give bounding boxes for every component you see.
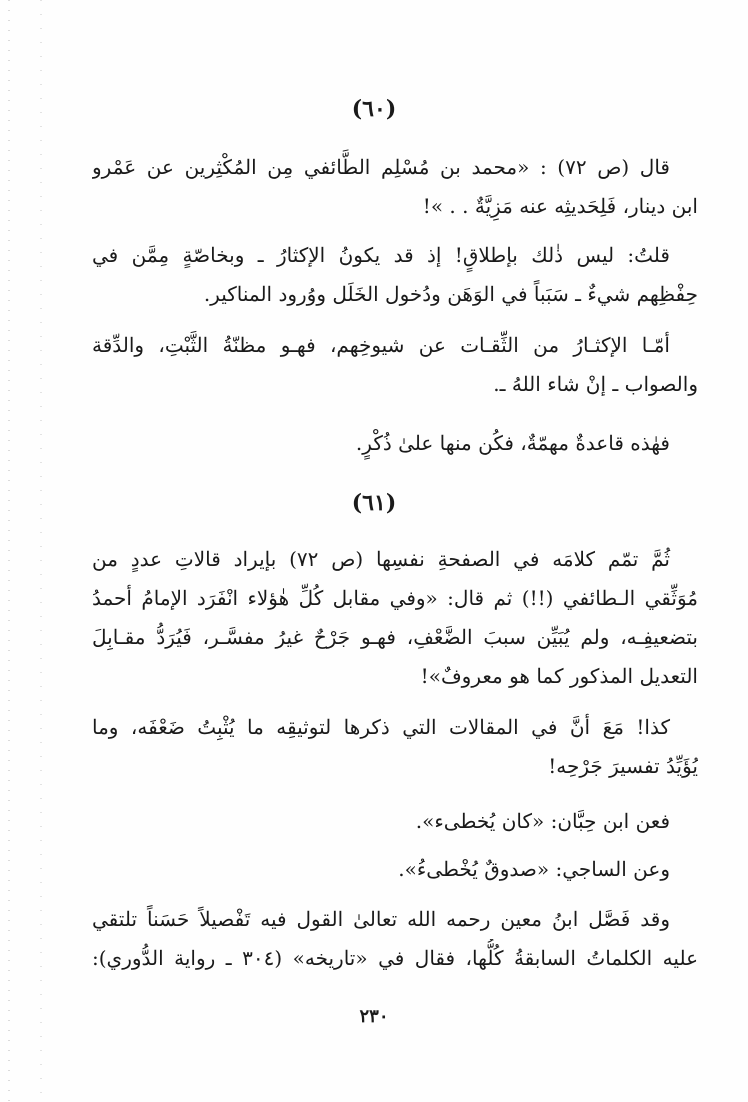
paragraph-saji: [92, 850, 698, 889]
text-line: حِفْظِهم شيءٌ ـ سَبَباً في الوَهَن ودُخول الخَلَل ووُرود المناكير.: [203, 282, 698, 306]
text-line: وقد فَصَّل ابنُ معين رحمه الله تعالىٰ القول فيه تَفْصيلاً حَسَناً تلتقي: [92, 907, 670, 931]
text-line: قال (ص ٧٢) : «محمد بن مُسْلِم الطَّائفي مِن المُكْثِرين عن عَمْرو: [92, 155, 670, 179]
paragraph-kadha: [92, 708, 698, 786]
text-line: فعن ابن حِبَّان: «كان يُخطىء».: [415, 809, 670, 833]
paragraph-author-reply: [92, 236, 698, 314]
text-line: قلتُ: ليس ذٰلك بإطلاقٍ! إذ قد يكونُ الإكثارُ ـ وبخاصّةٍ مِمَّن في: [92, 243, 670, 267]
text-line: بتضعيفِـه، ولم يُبَيِّن سببَ الضَّعْفِ، فهـو جَرْحٌ غيرُ مفسَّـر، فَيُرَدُّ مقـابِلَ: [92, 625, 698, 649]
paragraph-ikthar: [92, 326, 698, 404]
text-line: أمّـا الإكثـارُ من الثِّقـات عن شيوخِهم، فهـو مظنّةُ الثَّبْتِ، والدِّقة: [92, 333, 670, 357]
paragraph-tawthiq: [92, 540, 698, 696]
scan-margin-dots-left: [8, 0, 10, 1102]
text-line: يُؤَيِّدُ تفسيرَ جَرْحِه!: [548, 754, 698, 778]
section-heading-61: (٦١): [351, 490, 397, 516]
text-line: والصواب ـ إنْ شاء اللهُ ـ.: [493, 372, 698, 396]
text-line: كذا! مَعَ أنَّ في المقالات التي ذكرها لتوثيقِه ما يُثْبِتُ ضَعْفَه، وما: [92, 715, 670, 739]
text-line: عليه الكلماتُ السابقةُ كُلُّها، فقال في «تاريخه» (٣٠٤ ـ رواية الدُّوري):: [92, 946, 698, 970]
text-line: فهٰذه قاعدةٌ مهمّةٌ، فكُن منها علىٰ ذُكْرٍ.: [355, 431, 670, 455]
text-line: التعديل المذكور كما هو معروفٌ»!: [420, 664, 698, 688]
paragraph-quote-ibn-muslim: [92, 148, 698, 226]
paragraph-ibn-hibban: [92, 802, 698, 841]
text-line: ثُمَّ تمّم كلامَه في الصفحةِ نفسِها (ص ٧٢) بإيراد قالاتِ عددٍ من: [92, 547, 670, 571]
text-line: ابن دينار، فَلِحَديثِه عنه مَزِيَّةٌ . . »!: [422, 194, 698, 218]
text-line: وعن الساجي: «صدوقٌ يُخْطىءُ».: [398, 857, 670, 881]
text-line: مُوَثِّقي الـطائفي (!!) ثم قال: «وفي مقابل كُلِّ هٰؤلاء انْفَرَد الإمامُ أحمدُ: [92, 586, 698, 610]
scan-margin-dots-inner: [40, 0, 42, 1102]
section-heading-60: (٦٠): [351, 96, 397, 122]
paragraph-ibn-main: [92, 900, 698, 978]
page-number: ٢٣٠: [359, 1006, 389, 1027]
paragraph-rule: [92, 424, 698, 463]
